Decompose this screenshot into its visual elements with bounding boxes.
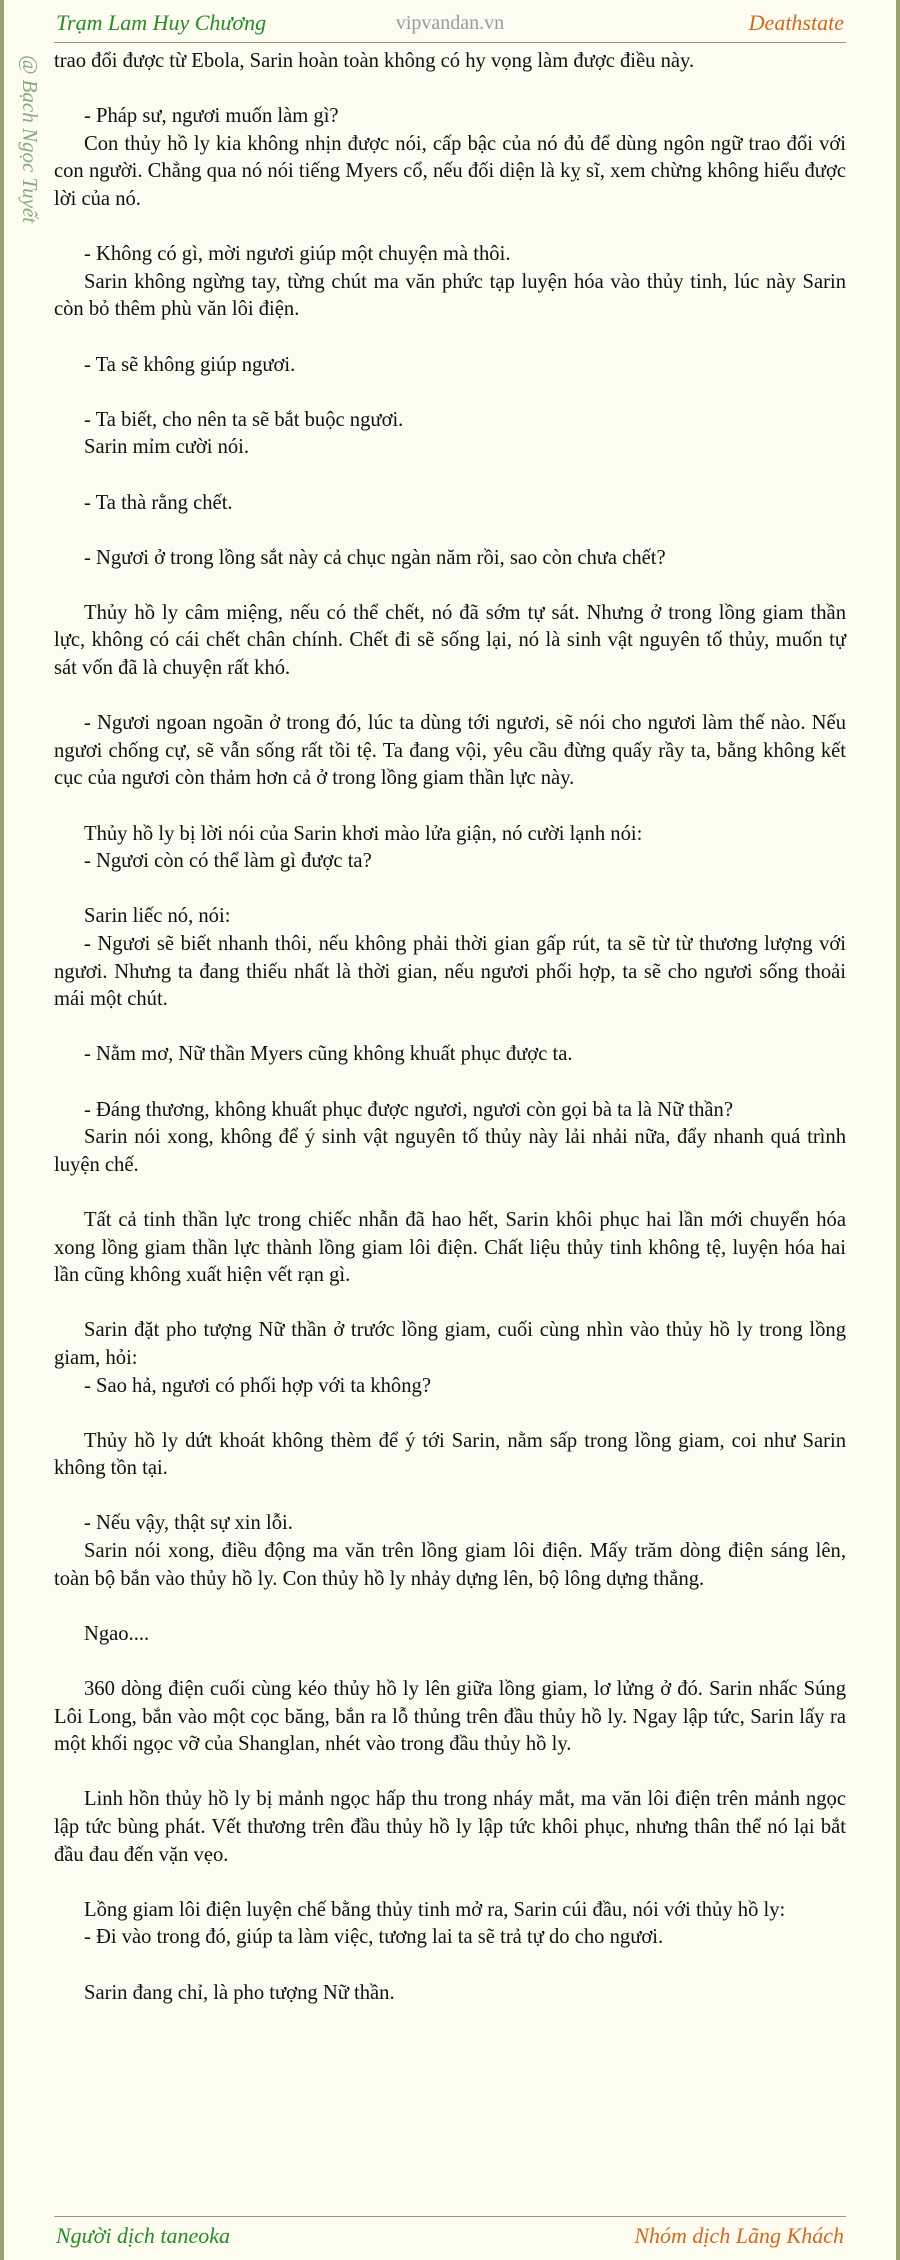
translation-group: Nhóm dịch Lãng Khách [634, 2223, 844, 2248]
paragraph: Sarin mỉm cười nói. [84, 436, 250, 459]
paragraph: Thủy hồ ly câm miệng, nếu có thể chết, nó đã sớm tự sát. Nhưng ở trong lồng giam thần lực, không có cái chết chân chính. Chết đi sẽ sống lại, nó là sinh vật nguyên tố thủy, muốn tự sát vốn đã là chuyện rất khó. [54, 601, 846, 680]
paragraph: Sarin không ngừng tay, từng chút ma văn phức tạp luyện hóa vào thủy tinh, lúc này Sarin còn bỏ thêm phù văn lôi điện. [54, 270, 846, 321]
dialogue-line: - Ta thà rằng chết. [84, 491, 233, 514]
paragraph-gap [54, 379, 846, 407]
dialogue-line: - Nằm mơ, Nữ thần Myers cũng không khuất phục được ta. [84, 1043, 573, 1066]
paragraph-gap [54, 1869, 846, 1897]
page-footer [54, 2216, 846, 2257]
paragraph-gap [54, 1179, 846, 1207]
paragraph-gap [54, 517, 846, 545]
paragraph-gap [54, 214, 846, 242]
dialogue-line: - Đáng thương, không khuất phục được ngươi, ngươi còn gọi bà ta là Nữ thần? [84, 1098, 733, 1121]
paragraph: Sarin đang chỉ, là pho tượng Nữ thần. [84, 1981, 395, 2004]
site-url: vipvandan.vn [395, 12, 505, 34]
dialogue-line: - Đi vào trong đó, giúp ta làm việc, tương lai ta sẽ trả tự do cho ngươi. [84, 1926, 664, 1949]
paragraph: Sarin đặt pho tượng Nữ thần ở trước lồng giam, cuối cùng nhìn vào thủy hồ ly trong lồng giam, hỏi: [54, 1319, 846, 1369]
dialogue-line: - Ngươi ở trong lồng sắt này cả chục ngàn năm rồi, sao còn chưa chết? [84, 546, 666, 569]
paragraph: trao đổi được từ Ebola, Sarin hoàn toàn không có hy vọng làm được điều này. [54, 50, 695, 72]
paragraph-gap [54, 1648, 846, 1676]
dialogue-line: - Nếu vậy, thật sự xin lỗi. [84, 1512, 293, 1535]
paragraph-gap [54, 876, 846, 904]
paragraph-gap [54, 793, 846, 821]
paragraph: Thủy hồ ly dứt khoát không thèm để ý tới Sarin, nằm sấp trong lồng giam, coi như Sarin không tồn tại. [54, 1429, 846, 1480]
side-watermark: @ Bạch Ngọc Tuyết [18, 55, 42, 224]
site-name: Trạm Lam Huy Chương [56, 10, 267, 35]
paragraph: Lồng giam lôi điện luyện chế bằng thủy tinh mở ra, Sarin cúi đầu, nói với thủy hồ ly: [84, 1898, 786, 1921]
paragraph: 360 dòng điện cuối cùng kéo thủy hồ ly lên giữa lồng giam, lơ lửng ở đó. Sarin nhấc Súng Lôi Long, bắn vào một cọc băng, bắn ra lỗ thủng trên đầu thủy hồ ly. Ngay lập tức, Sarin lấy ra một khối ngọc vỡ của Shanglan, nhét vào trong đầu thủy hồ ly. [54, 1678, 846, 1756]
paragraph: Sarin nói xong, điều động ma văn trên lồng giam lôi điện. Mấy trăm dòng điện sáng lên, toàn bộ bắn vào thủy hồ ly. Con thủy hồ ly nhảy dựng lên, bộ lông dựng thẳng. [54, 1540, 846, 1590]
dialogue-line: - Ngươi ngoan ngoãn ở trong đó, lúc ta dùng tới ngươi, sẽ nói cho ngươi làm thế nào. Nếu ngươi chống cự, sẽ vẫn sống rất tồi tệ. Ta đang vội, yêu cầu đừng quấy rầy ta, bằng không kết cục của ngươi còn thảm hơn cả ở trong lồng giam thần lực này. [54, 712, 846, 790]
paragraph-gap [54, 76, 846, 104]
book-title: Deathstate [748, 10, 844, 35]
paragraph: Ngao.... [84, 1622, 150, 1645]
paragraph-gap [54, 1759, 846, 1787]
paragraph: Tất cả tinh thần lực trong chiếc nhẫn đã hao hết, Sarin khôi phục hai lần mới chuyển hóa xong lồng giam thần lực thành lồng giam lôi điện. Chất liệu thủy tinh không tệ, luyện hóa hai lần cũng không xuất hiện vết rạn gì. [54, 1208, 846, 1287]
paragraph-gap [54, 462, 846, 490]
paragraph: Sarin nói xong, không để ý sinh vật nguyên tố thủy này lải nhải nữa, đẩy nhanh quá trình luyện chế. [54, 1126, 846, 1176]
dialogue-line: - Ngươi sẽ biết nhanh thôi, nếu không phải thời gian gấp rút, ta sẽ từ từ thương lượng với ngươi. Nhưng ta đang thiếu nhất là thời gian, nếu ngươi phối hợp, ta sẽ cho ngươi sống thoải mái một chút. [54, 933, 846, 1011]
page-header [54, 0, 846, 43]
translator-credit: Người dịch taneoka [56, 2223, 231, 2248]
paragraph-gap [54, 324, 846, 352]
paragraph-gap [54, 683, 846, 711]
paragraph-gap [54, 1952, 846, 1980]
dialogue-line: - Sao hả, ngươi có phối hợp với ta không? [84, 1374, 431, 1397]
paragraph-gap [54, 572, 846, 600]
paragraph-gap [54, 1069, 846, 1097]
paragraph-gap [54, 1593, 846, 1621]
dialogue-line: - Ta sẽ không giúp ngươi. [84, 353, 296, 376]
dialogue-line: - Ta biết, cho nên ta sẽ bắt buộc ngươi. [84, 408, 404, 431]
paragraph: Linh hồn thủy hồ ly bị mảnh ngọc hấp thu trong nháy mắt, ma văn lôi điện trên mảnh ngọc lập tức bùng phát. Vết thương trên đầu thủy hồ ly lập tức khôi phục, nhưng thân thể nó lại bắt đầu đau đến vặn vẹo. [54, 1788, 846, 1866]
dialogue-line: - Pháp sư, ngươi muốn làm gì? [84, 105, 339, 128]
paragraph: Con thủy hồ ly kia không nhịn được nói, cấp bậc của nó đủ để dùng ngôn ngữ trao đổi với con người. Chẳng qua nó nói tiếng Myers cổ, nếu đối diện là kỵ sĩ, xem chừng không hiểu được lời của nó. [54, 132, 846, 210]
paragraph-gap [54, 1400, 846, 1428]
paragraph-gap [54, 1014, 846, 1042]
paragraph: Thủy hồ ly bị lời nói của Sarin khơi mào lửa giận, nó cười lạnh nói: [84, 822, 643, 845]
dialogue-line: - Không có gì, mời ngươi giúp một chuyện mà thôi. [84, 243, 511, 266]
paragraph-gap [54, 1483, 846, 1511]
dialogue-line: - Ngươi còn có thể làm gì được ta? [84, 850, 372, 873]
paragraph-gap [54, 1290, 846, 1318]
chapter-text [54, 48, 846, 2007]
paragraph: Sarin liếc nó, nói: [84, 905, 231, 928]
